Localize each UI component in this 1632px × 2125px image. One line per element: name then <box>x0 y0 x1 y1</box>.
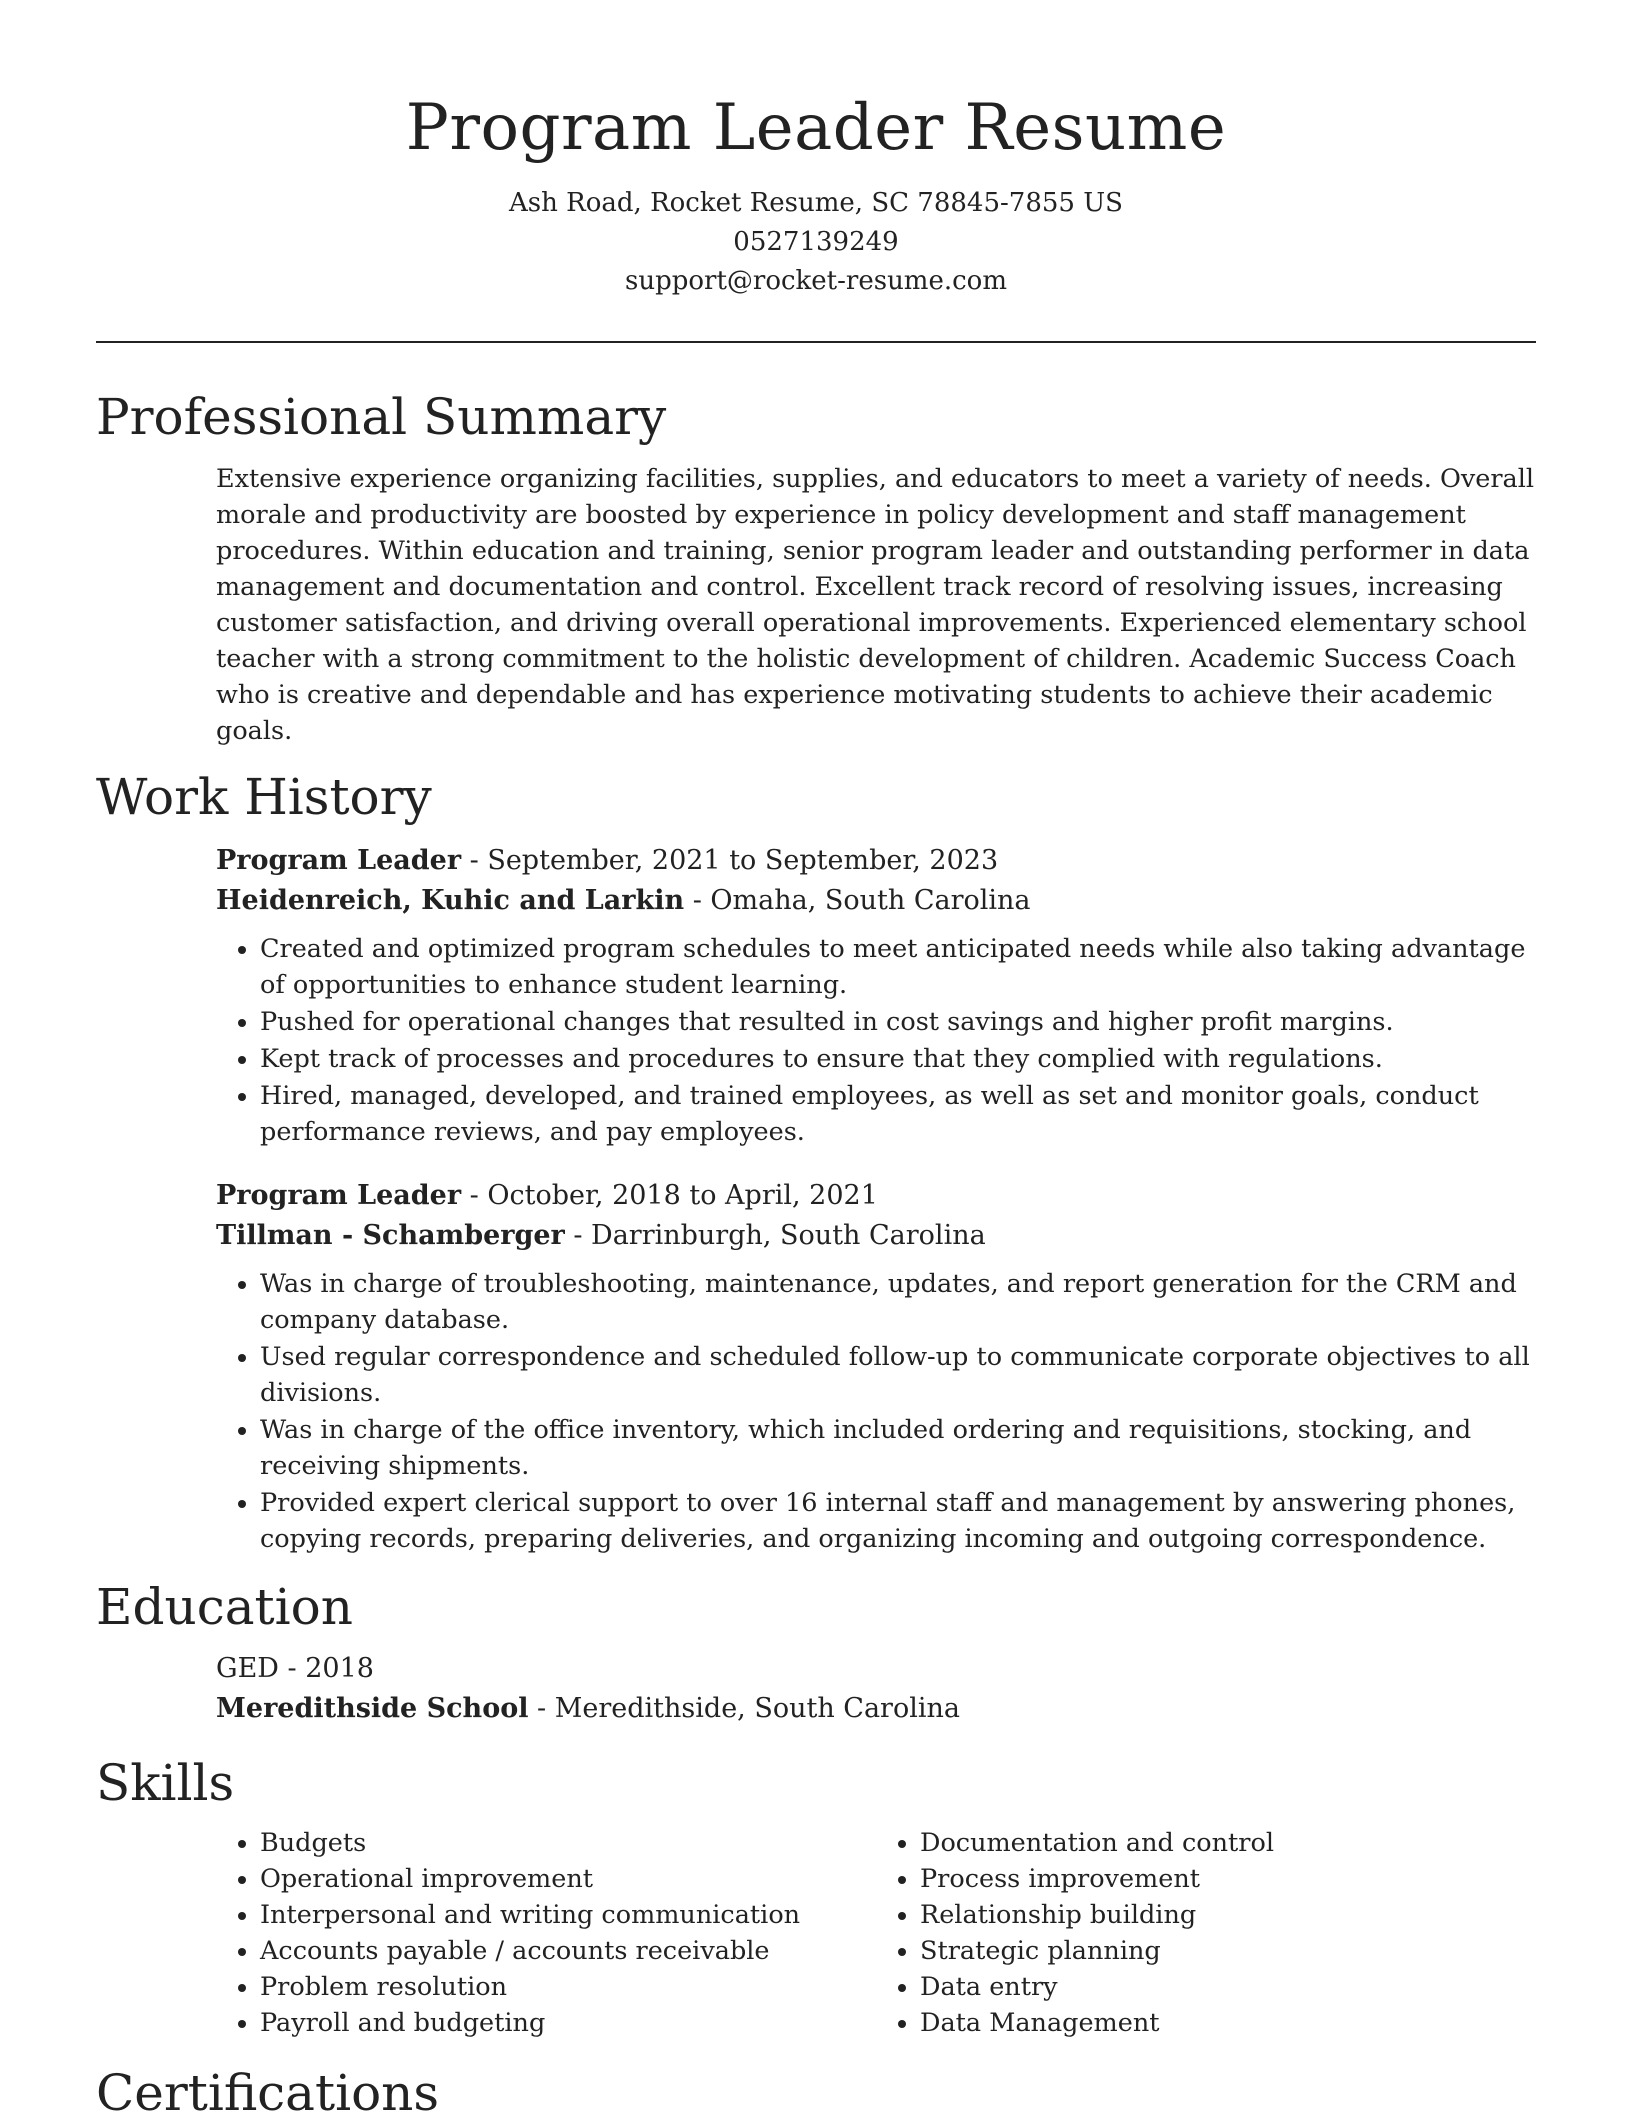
skill-item: • Data Management <box>920 2005 1536 2041</box>
phone: 0527139249 <box>733 227 899 257</box>
section-title-skills: Skills <box>96 1754 235 1812</box>
contact-info <box>96 184 1536 301</box>
job-dates: - September, 2021 to September, 2023 <box>461 845 999 876</box>
job-bullet: • Pushed for operational changes that resulted in cost savings and higher profit margins. <box>260 1004 1536 1040</box>
job-bullet: • Used regular correspondence and scheduled follow-up to communicate corporate objectives to all divisions. <box>260 1339 1536 1411</box>
job-entry <box>216 841 1536 1150</box>
skill-item: • Documentation and control <box>920 1825 1536 1861</box>
job-bullets <box>216 1266 1536 1557</box>
header-divider <box>96 341 1536 343</box>
job-bullet: • Was in charge of the office inventory, which included ordering and requisitions, stocking, and receiving shipments. <box>260 1412 1536 1484</box>
skills-section <box>216 1825 1536 2041</box>
job-bullet: • Was in charge of troubleshooting, maintenance, updates, and report generation for the CRM and company database. <box>260 1266 1536 1338</box>
skill-item: • Relationship building <box>920 1897 1536 1933</box>
section-title-certifications: Certifications <box>96 2064 440 2122</box>
skill-item: • Data entry <box>920 1969 1536 2005</box>
job-role: Program Leader <box>216 845 462 876</box>
job-dates: - October, 2018 to April, 2021 <box>461 1180 878 1211</box>
job-bullet: • Provided expert clerical support to over 16 internal staff and management by answering phones, copying records, preparing deliveries, and organizing incoming and outgoing correspondence. <box>260 1485 1536 1557</box>
job-role: Program Leader <box>216 1180 462 1211</box>
resume-title: Program Leader Resume <box>405 91 1227 165</box>
job-bullets <box>216 931 1536 1150</box>
education-location: - Meredithside, South Carolina <box>528 1693 960 1724</box>
skills-grid <box>216 1825 1536 2041</box>
skill-item: • Strategic planning <box>920 1933 1536 1969</box>
work-history <box>216 841 1536 1557</box>
skill-item: • Problem resolution <box>260 1969 876 2005</box>
skill-item: • Interpersonal and writing communication <box>260 1897 876 1933</box>
skill-item: • Accounts payable / accounts receivable <box>260 1933 876 1969</box>
skill-item: • Budgets <box>260 1825 876 1861</box>
job-bullet: • Created and optimized program schedules to meet anticipated needs while also taking advantage of opportunities to enhance student learning. <box>260 931 1536 1003</box>
job-bullet: • Kept track of processes and procedures to ensure that they complied with regulations. <box>260 1041 1536 1077</box>
resume-page <box>96 0 1536 2125</box>
email: support@rocket-resume.com <box>624 266 1007 296</box>
address: Ash Road, Rocket Resume, SC 78845-7855 US <box>509 188 1123 218</box>
job-company: Tillman - Schamberger <box>216 1220 565 1251</box>
job-location: - Omaha, South Carolina <box>684 885 1031 916</box>
job-bullet: • Hired, managed, developed, and trained employees, as well as set and monitor goals, conduct performance reviews, and pay employees. <box>260 1078 1536 1150</box>
section-title-summary: Professional Summary <box>96 388 667 446</box>
education-entry <box>216 1649 1536 1729</box>
job-company: Heidenreich, Kuhic and Larkin <box>216 885 685 916</box>
resume-header <box>96 0 1536 301</box>
job-entry <box>216 1176 1536 1557</box>
section-title-work-history: Work History <box>96 768 432 826</box>
summary-text: Extensive experience organizing facilities, supplies, and educators to meet a variety of needs. Overall morale and productivity are boosted by experience in policy development and staff management procedures. Within education and training, senior program leader and outstanding performer in data management and documentation and control. Excellent track record of resolving issues, increasing customer satisfaction, and driving overall operational improvements. Experienced elementary school teacher with a strong commitment to the holistic development of children. Academic Success Coach who is creative and dependable and has experience motivating students to achieve their academic goals. <box>216 464 1535 746</box>
section-title-education: Education <box>96 1578 353 1636</box>
job-title-line <box>216 1176 1536 1216</box>
job-company-line <box>216 1216 1536 1256</box>
education-school-line <box>216 1689 1536 1729</box>
skills-list-left <box>216 1825 876 2041</box>
job-location: - Darrinburgh, South Carolina <box>564 1220 986 1251</box>
job-title-line <box>216 841 1536 881</box>
skills-list-right <box>876 1825 1536 2041</box>
job-company-line <box>216 881 1536 921</box>
skill-item: • Payroll and budgeting <box>260 2005 876 2041</box>
education-degree: GED - 2018 <box>216 1653 374 1684</box>
skill-item: • Process improvement <box>920 1861 1536 1897</box>
education-school: Meredithside School <box>216 1693 529 1724</box>
skill-item: • Operational improvement <box>260 1861 876 1897</box>
